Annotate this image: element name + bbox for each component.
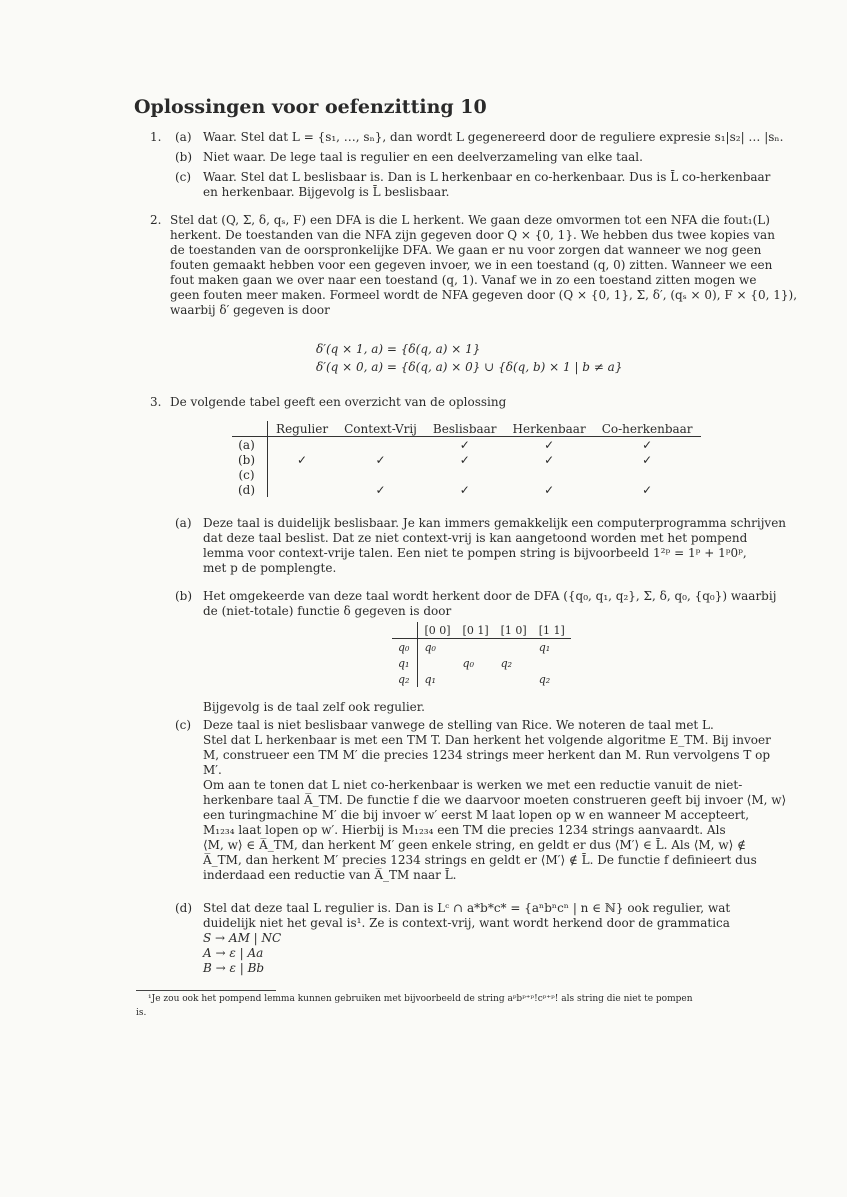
footnote-text: ¹Je zou ook het pompend lemma kunnen gebruiken met bijvoorbeeld de string aᵖbᵖ⁺ᵖ!cᵖ⁺ᵖ! als string die niet te pompen [148, 994, 693, 1004]
table-cell: q₁ [538, 640, 551, 654]
table-header: [1 1] [533, 622, 571, 639]
table-cell: (c) [232, 467, 268, 482]
text-line: dat deze taal beslist. Dat ze niet context-vrij is kan aangetoond worden met het pompend [203, 531, 748, 545]
table-header [392, 622, 418, 639]
table-cell: ✓ [642, 437, 653, 452]
text-line: fouten gemaakt hebben voor een gegeven invoer, we in een toestand (q, 0) zitten. Wanneer we een [170, 258, 773, 272]
table-cell: ✓ [375, 482, 386, 497]
table-cell [268, 467, 337, 482]
table-header [232, 421, 268, 437]
item-label: (a) [175, 130, 192, 144]
table-cell: ✓ [544, 437, 555, 452]
table-cell [336, 467, 425, 482]
table-cell [418, 655, 457, 671]
text-line: M, construeer een TM M′ die precies 1234 strings meer herkent dan M. Run vervolgens T op [203, 748, 771, 762]
question-number: 3. [150, 395, 162, 409]
item-text [203, 170, 770, 200]
dfa-transition-table [392, 622, 571, 687]
table-cell: ✓ [642, 452, 653, 467]
table-cell [505, 467, 594, 482]
table-row [392, 671, 571, 687]
table-cell: ✓ [642, 482, 653, 497]
grammar-rule: S → AM | NC [203, 931, 282, 945]
text-line: herkenbare taal A̅_TM. De functie f die we daarvoor moeten construeren geeft bij invoer ⟨M, w⟩ [203, 793, 787, 807]
table-cell: q₀ [462, 656, 474, 670]
grammar-rule: A → ε | Aa [203, 946, 264, 960]
table-cell: q₁ [424, 672, 436, 686]
item-text [203, 516, 786, 576]
table-cell: ✓ [459, 437, 470, 452]
table-cell: ✓ [459, 452, 470, 467]
q3-item-a [175, 516, 795, 578]
table-cell [268, 437, 337, 453]
text-line: A̅_TM, dan herkent M′ precies 1234 strings en geldt er ⟨M′⟩ ∉ L̄. De functie f definieert dus [203, 853, 757, 867]
text-line: ⟨M, w⟩ ∈ A̅_TM, dan herkent M′ geen enkele string, en geldt er dus ⟨M′⟩ ∈ L̄. Als ⟨M, w⟩ ∉ [203, 838, 746, 852]
table-cell: ✓ [544, 452, 555, 467]
q3-intro: De volgende tabel geeft een overzicht van de oplossing [170, 395, 507, 409]
text-line: de (niet-totale) functie δ gegeven is door [203, 604, 452, 618]
table-cell: q₁ [392, 655, 418, 671]
question-number: 2. [150, 213, 162, 227]
q3-item-b [175, 589, 795, 621]
table-row [392, 655, 571, 671]
table-cell: q₂ [392, 671, 418, 687]
table-cell: (b) [232, 452, 268, 467]
item-label: (a) [175, 516, 192, 530]
table-header: Beslisbaar [425, 421, 505, 437]
q1-item-b [175, 150, 775, 166]
table-header-row [232, 421, 701, 437]
table-cell: q₂ [538, 672, 551, 686]
table-row [232, 467, 701, 482]
item-text: Waar. Stel dat L = {s₁, …, sₙ}, dan wordt L gegenereerd door de reguliere expresie s₁|s₂| … |sₙ. [203, 130, 784, 144]
text-line: herkent. De toestanden van die NFA zijn gegeven door Q × {0, 1}. We hebben dus twee kopies van [170, 228, 775, 242]
table-header: Context-Vrij [336, 421, 425, 437]
table-header: Herkenbaar [505, 421, 594, 437]
text-line: lemma voor context-vrije talen. Een niet te pompen string is bijvoorbeeld 1²ᵖ = 1ᵖ + 1ᵖ0ᵖ, [203, 546, 747, 560]
table-header: [0 1] [457, 622, 495, 639]
text-line: Stel dat L herkenbaar is met een TM T. Dan herkent het volgende algoritme E_TM. Bij invoer [203, 733, 771, 747]
text-line: Stel dat (Q, Σ, δ, qₛ, F) een DFA is die L herkent. We gaan deze omvormen tot een NFA die fout₁(L) [170, 213, 770, 227]
text-line: M′. [203, 763, 222, 777]
table-row [232, 437, 701, 453]
table-cell [594, 467, 701, 482]
text-line: Waar. Stel dat L beslisbaar is. Dan is L herkenbaar en co-herkenbaar. Dus is L̄ co-herkenbaar [203, 170, 771, 184]
text-line: fout maken gaan we over naar een toestand (q, 1). Vanaf we in zo een toestand zitten mogen we [170, 273, 757, 287]
equation-1: δ′(q × 1, a) = {δ(q, a) × 1} [316, 342, 481, 356]
q3-item-d [175, 901, 795, 981]
table-cell [495, 671, 533, 687]
table-cell: ✓ [544, 482, 555, 497]
q2-paragraph [170, 213, 798, 318]
text-line: waarbij δ′ gegeven is door [170, 303, 330, 317]
table-cell [336, 437, 425, 453]
text-line: Stel dat deze taal L regulier is. Dan is Lᶜ ∩ a*b*c* = {aⁿbⁿcⁿ | n ∈ ℕ} ook regulier, wat [203, 901, 731, 915]
table-cell [457, 671, 495, 687]
table-row [392, 639, 571, 656]
text-line: de toestanden van de oorspronkelijke DFA. We gaan er nu voor zorgen dat wanneer we nog geen [170, 243, 762, 257]
table-header: [1 0] [495, 622, 533, 639]
page-title: Oplossingen voor oefenzitting 10 [134, 96, 487, 118]
table-cell [425, 467, 505, 482]
table-cell [268, 482, 337, 497]
table-row [232, 452, 701, 467]
item-text [203, 718, 786, 883]
table-cell: q₀ [392, 639, 418, 656]
text-line: een turingmachine M′ die bij invoer w′ eerst M laat lopen op w en wanneer M accepteert, [203, 808, 750, 822]
text-line: Het omgekeerde van deze taal wordt herkent door de DFA ({q₀, q₁, q₂}, Σ, δ, q₀, {q₀}) waarbij [203, 589, 777, 603]
footnote-divider [136, 990, 276, 991]
footnote-text-continued: is. [136, 1008, 147, 1018]
item-label: (c) [175, 718, 192, 732]
table-cell: q₂ [500, 656, 513, 670]
item-label: (c) [175, 170, 192, 184]
equation-2: δ′(q × 0, a) = {δ(q, a) × 0} ∪ {δ(q, b) × 1 | b ≠ a} [316, 360, 623, 374]
question-number: 1. [150, 130, 162, 144]
solution-table [232, 421, 701, 497]
text-line: geen fouten meer maken. Formeel wordt de NFA gegeven door (Q × {0, 1}, Σ, δ′, (qₛ × 0), F × {0, 1}), [170, 288, 798, 302]
table-header: Co-herkenbaar [594, 421, 701, 437]
text-line: met p de pomplengte. [203, 561, 337, 575]
item-label: (b) [175, 150, 193, 164]
table-cell: q₀ [424, 640, 436, 654]
table-cell [457, 639, 495, 656]
grammar-rule: B → ε | Bb [203, 961, 265, 975]
item-text [203, 901, 730, 976]
table-cell: ✓ [375, 452, 386, 467]
q3-item-c [175, 718, 795, 888]
table-cell [495, 639, 533, 656]
table-row [232, 482, 701, 497]
q1-item-c [175, 170, 775, 202]
q3b-conclusion: Bijgevolg is de taal zelf ook regulier. [203, 700, 425, 714]
text-line: Om aan te tonen dat L niet co-herkenbaar is werken we met een reductie vanuit de niet- [203, 778, 743, 792]
text-line: inderdaad een reductie van A̅_TM naar L̄. [203, 868, 457, 882]
table-cell [533, 655, 571, 671]
table-header: [0 0] [418, 622, 457, 639]
table-header-row [392, 622, 571, 639]
item-text [203, 589, 776, 619]
table-cell: ✓ [297, 452, 308, 467]
text-line: en herkenbaar. Bijgevolg is L̄ beslisbaar. [203, 185, 450, 199]
item-label: (d) [175, 901, 193, 915]
table-header: Regulier [268, 421, 337, 437]
table-cell: ✓ [459, 482, 470, 497]
table-cell: (d) [232, 482, 268, 497]
text-line: Deze taal is niet beslisbaar vanwege de stelling van Rice. We noteren de taal met L. [203, 718, 714, 732]
item-text: Niet waar. De lege taal is regulier en een deelverzameling van elke taal. [203, 150, 643, 164]
text-line: M₁₂₃₄ laat lopen op w′. Hierbij is M₁₂₃₄ een TM die precies 1234 strings aanvaardt. Als [203, 823, 726, 837]
text-line: Deze taal is duidelijk beslisbaar. Je kan immers gemakkelijk een computerprogramma schrijven [203, 516, 787, 530]
q1-item-a [175, 130, 784, 146]
item-label: (b) [175, 589, 193, 603]
text-line: duidelijk niet het geval is¹. Ze is context-vrij, want wordt herkend door de grammatica [203, 916, 730, 930]
table-cell: (a) [232, 437, 268, 453]
